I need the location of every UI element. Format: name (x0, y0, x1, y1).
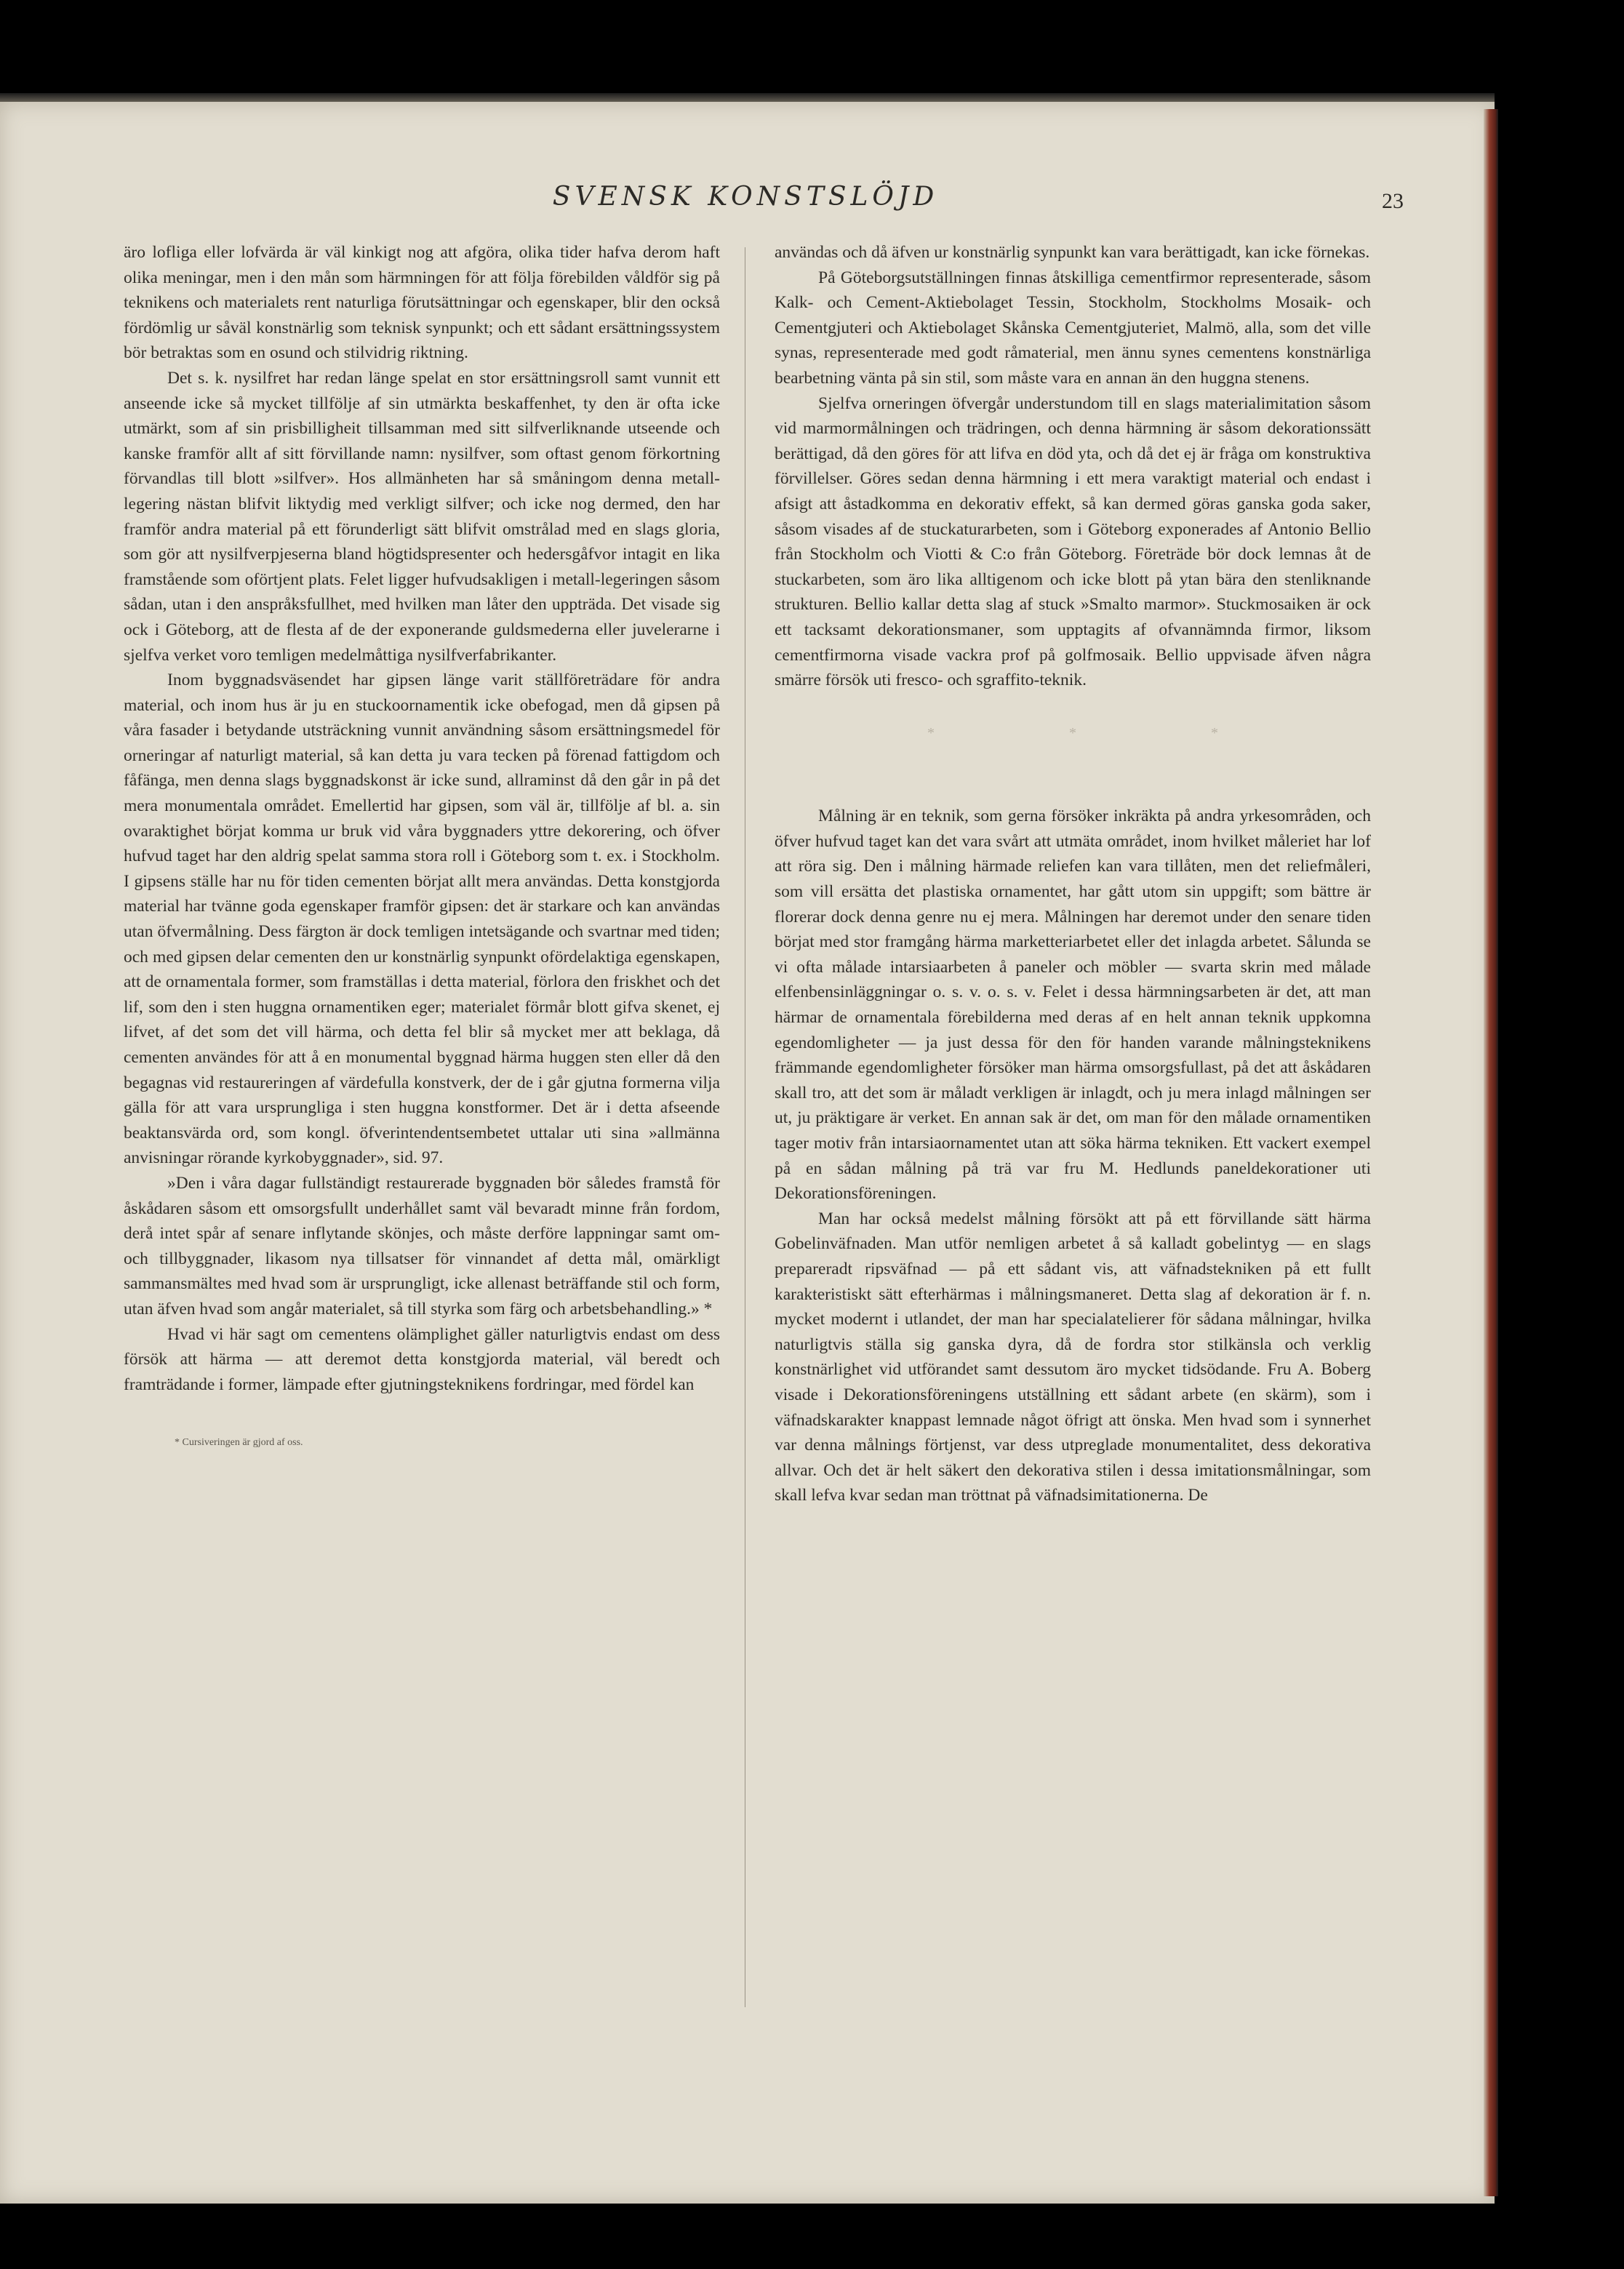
paragraph: användas och då äfven ur konstnärlig synpunkt kan vara berättigadt, kan icke förnekas. (775, 243, 1370, 262)
paragraph: Man har också medelst målning försökt att på ett förvillande sätt härma Gobelinväfnaden. Man utför nemligen arbetet å så kalladt gobelintyg — en slags prepareradt ripsväfnad — på ett sådant vis, att väfnadstekniken på ett fullt karakteristiskt sätt efterhärmas i målningsmaneret. Detta slag af dekoration är f. n. mycket modernt i utlandet, der man har specialatelierer för sådana målningar, hvilka naturligtvis ställa sig ganska dyra, då de fordra stor stilkänsla och verklig konstnärlighet vid utförandet samt dessutom äro mycket tidsödande. Fru A. Boberg visade i Dekorationsföreningens utställning ett sådant arbete (en skärm), som i väfnadskarakter knappast lemnade något öfrigt att önska. Men hvad som i synnerhet var denna målnings förtjenst, var dess utpreglade monumentalitet, dess dekorativa allvar. Och det är helt säkert den dekorativa stilen i dessa imitationsmålningar, som skall lefva kvar sedan man tröttnat på väfnadsimitationerna. De (775, 1209, 1371, 1505)
footnote: * Cursiveringen är gjord af oss. (175, 1437, 303, 1449)
quoted-paragraph: »Den i våra dagar fullständigt restaurerade byggnaden bör således framstå för åskådaren såsom ett omsorgsfullt underhållet samt väl bevaradt minne från fordom, derå intet spår af senare inflytande skönjes, och måste derföre lappningar samt om- och tillbyggnader, likasom nya tillsatser för vinnandet af detta mål, omärkligt sammansmältes med hvad som är ursprungligt, icke allenast beträffande stil och form, utan äfven hvad som angår materialet, så till styrka som färg och arbetsbehandling.» * (124, 1173, 720, 1318)
paragraph: På Göteborgsutställningen finnas åtskilliga cementfirmor representerade, såsom Kalk- och Cement-Aktiebolaget Tessin, Stockholm, Stockholms Mosaik- och Cementgjuteri och Aktiebolaget Skånska Cementgjuteriet, Malmö, alla, som det ville synas, representerade med godt råmaterial, men ännu synes cementens konstnärliga bearbetning vänta på sin stil, som måste vara en annan än den huggna stenens. (775, 268, 1371, 388)
paragraph: Målning är en teknik, som gerna försöker inkräkta på andra yrkesområden, och öfver hufvud taget kan det vara svårt att utmäta området, inom hvilket måleriet har lof att röra sig. Den i målning härmade reliefen kan vara tillåten, men det reliefmåleri, som vill ersätta det plastiska ornamentet, har gått utom sin uppgift; som bättre är florerar dock denna genre nu ej mera. Målningen har deremot under den senare tiden börjat med stor framgång härma marketteriarbetet eller det inlagda arbetet. Sålunda se vi ofta målade intarsiaarbeten å paneler och möbler — svarta skrin med målade elfenbensinläggningar o. s. v. o. s. v. Felet i dessa härmningsarbeten är det, att man härmar de ornamentala förebilderna med deras af en helt annan teknik uppkomna egendomligheter — ja just dessa för den för handen varande målningsteknikens främmande egendomligheter försöker man härma omsorgsfullast, på det att åskådaren skall tro, att det som är måladt verkligen är inlagdt, och ju mera inlagd målningen ser ut, ju präktigare är verket. En annan sak är det, om man för den målade ornamentiken tager motiv från intarsiaornamentet utan att söka härma tekniken. Ett vackert exempel på en sådan målning på trä var fru M. Hedlunds paneldekorationer uti Dekorationsföreningen. (775, 807, 1371, 1204)
section-break-asterisks: * * * (927, 724, 1284, 741)
paragraph: äro lofliga eller lofvärda är väl kinkigt nog att afgöra, olika tider hafva derom haft olika meningar, men i den mån som härmningen för att följa förebilden våldför sig på teknikens och materialets rent naturliga förutsättningar och egenskaper, blir den också fördömlig ur såväl konstnärlig som teknisk synpunkt; och ett sådant ersättningssystem bör betraktas som en osund och stilvidrig riktning. (124, 243, 720, 363)
page-number: 23 (1382, 189, 1404, 213)
left-column (124, 240, 720, 1456)
paragraph: Hvad vi här sagt om cementens olämplighet gäller naturligtvis endast om dess försök att härma — att deremot detta konstgjorda material, väl beredt och framträdande i former, lämpade efter gjutningsteknikens fordringar, med fördel kan (124, 1324, 720, 1394)
paragraph: Det s. k. nysilfret har redan länge spelat en stor ersättningsroll samt vunnit ett anseende icke så mycket tillfölje af sin utmärkta beskaffenhet, ty den är ofta icke utmärkt, som af sin prisbilligheit tillsamman med sitt silfverliknande utseende och kanske framför allt af sitt förvillande namn: nysilfver, som oftast genom förkortning förvandlas till blott »silfver». Hos allmänheten har så småningom denna metall-legering nästan blifvit liktydig med verkligt silfver; och icke nog dermed, den har framför andra material på ett förunderligt sätt blifvit omstrålad med en slags gloria, som gör att nysilfverpjeserna bland högtidspresenter och hedersgåfvor intagit en lika framstående som oförtjent plats. Felet ligger hufvudsakligen i metall-legeringen såsom sådan, utan i den anspråksfullhet, med hvilken man låter den uppträda. Det visade sig ock i Göteborg, att de flesta af de der exponerande guldsmederna eller juvelerarne i sjelfva verket voro temligen medelmåttiga nysilfverfabrikanter. (124, 368, 720, 665)
paragraph: Sjelfva orneringen öfvergår understundom till en slags materialimitation såsom vid marmormålningen och trädringen, och denna härmning är såsom dekorationssätt berättigad, då den göres för att lifva en död yta, och då det ej är fråga om konstruktiva förvillelser. Göres sedan denna härmning i ett mera varaktigt material och endast i afsigt att åstadkomma en dekorativ effekt, så kan dermed göras ganska goda saker, såsom visades af de stuckaturarbeten, som i Göteborg exponerades af Antonio Bellio från Stockholm och Viotti & C:o från Göteborg. Företräde bör dock lemnas åt de stuckarbeten, som äro lika alltigenom och icke blott på ytan bära den stenliknande strukturen. Bellio kallar detta slag af stuck »Smalto marmor». Stuckmosaiken är ock ett tacksamt dekorationsmaner, som upptagits af ofvannämnda firmor, liksom cementfirmorna visade vackra prof på golfmosaik. Bellio uppvisade äfven några smärre försök uti fresco- och sgraffito-teknik. (775, 393, 1371, 690)
paragraph: Inom byggnadsväsendet har gipsen länge varit ställföreträdare för andra material, och inom hus är ju en stuckoornamentik icke obefogad, men då gipsen på våra fasader i betydande utsträckning vunnit användning såsom ersättningsmedel för orneringar af naturligt material, så kan detta ju vara tecken på förenad fattigdom och fåfänga, men denna slags byggnadskonst är icke sund, allraminst då den går in på det mera monumentala området. Emellertid har gipsen, som väl är, tillfölje af bl. a. sin ovaraktighet börjat komma ur bruk vid våra byggnaders yttre dekorering, och öfver hufvud taget har den aldrig spelat samma stora roll i Göteborg som t. ex. i Stockholm. I gipsens ställe har nu för tiden cementen börjat allt mera användas. Detta konstgjorda material har tvänne goda egenskaper framför gipsen: det är starkare och kan användas utan öfvermålning. Dess färgton är dock temligen intetsägande och svartnar med tiden; och med gipsen delar cementen den ur konstnärlig synpunkt ofördelaktiga egenskapen, att de ornamentala former, som framställas i detta material, förlora den friskhet och det lif, som den i sten huggna ornamentiken eger; materialet förmår blott gifva skenet, ej lifvet, af det som det vill härma, och detta fel blir så mycket mer att beklaga, då cementen användes för att å en monumental byggnad härma huggen sten eller då den begagnas vid restaureringen af värdefulla konstverk, der de i går gjutna formerna vilja gälla för att vara ursprungliga i sten huggna konstformer. Det är i detta afseende beaktansvärda ord, som kongl. öfverintendentsembetet uttalar uti sina »allmänna anvisningar rörande kyrkobyggnader», sid. 97. (124, 671, 720, 1168)
running-title: SVENSK KONSTSLÖJD (552, 182, 939, 212)
page-header (116, 182, 1404, 225)
book-binding-edge (1484, 109, 1498, 2196)
right-column (775, 240, 1371, 1508)
